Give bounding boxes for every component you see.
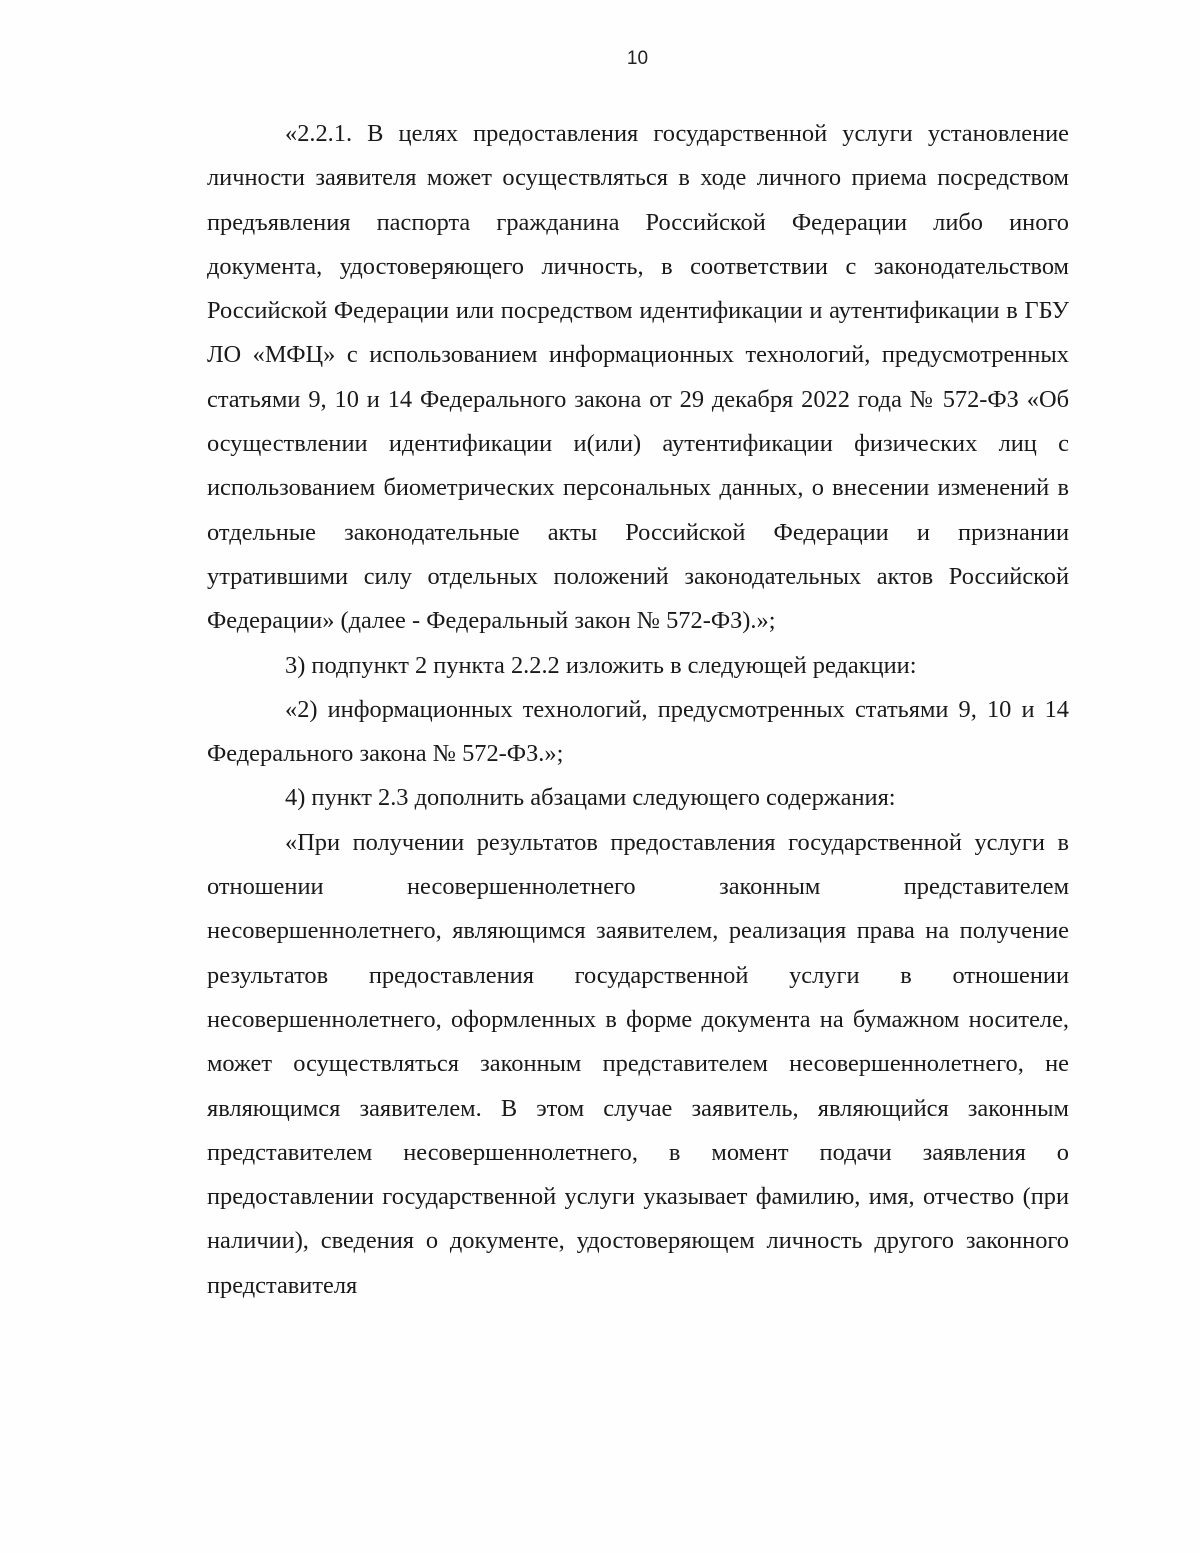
- paragraph-quote-minor: «При получении результатов предоставления государственной услуги в отношении несовершеннолетнего законным представителем несовершеннолетнего, являющимся заявителем, реализация права на получение результатов предоставления государственной услуги в отношении несовершеннолетнего, оформленных в форме документа на бумажном носителе, может осуществляться законным представителем несовершеннолетнего, не являющимся заявителем. В этом случае заявитель, являющийся законным представителем несовершеннолетнего, в момент подачи заявления о предоставлении государственной услуги указывает фамилию, имя, отчество (при наличии), сведения о документе, удостоверяющем личность другого законного представителя: [207, 828, 1069, 1299]
- page-number: 10: [626, 48, 649, 69]
- paragraph-2-2-1: «2.2.1. В целях предоставления государственной услуги установление личности заявителя может осуществляться в ходе личного приема посредством предъявления паспорта гражданина Российской Федерации либо иного документа, удостоверяющего личность, в соответствии с законодательством Российской Федерации или посредством идентификации и аутентификации в ГБУ ЛО «МФЦ» с использованием информационных технологий, предусмотренных статьями 9, 10 и 14 Федерального закона от 29 декабря 2022 года № 572-ФЗ «Об осуществлении идентификации и(или) аутентификации физических лиц с использованием биометрических персональных данных, о внесении изменений в отдельные законодательные акты Российской Федерации и признании утратившими силу отдельных положений законодательных актов Российской Федерации» (далее - Федеральный закон № 572-ФЗ).»;: [207, 120, 1069, 635]
- paragraph-item-3: 3) подпункт 2 пункта 2.2.2 изложить в следующей редакции:: [285, 651, 917, 679]
- document-body: [207, 112, 1069, 1308]
- paragraph-quote-item-2: «2) информационных технологий, предусмотренных статьями 9, 10 и 14 Федерального закона № 572-ФЗ.»;: [207, 695, 1069, 768]
- paragraph-item-4: 4) пункт 2.3 дополнить абзацами следующего содержания:: [285, 784, 896, 812]
